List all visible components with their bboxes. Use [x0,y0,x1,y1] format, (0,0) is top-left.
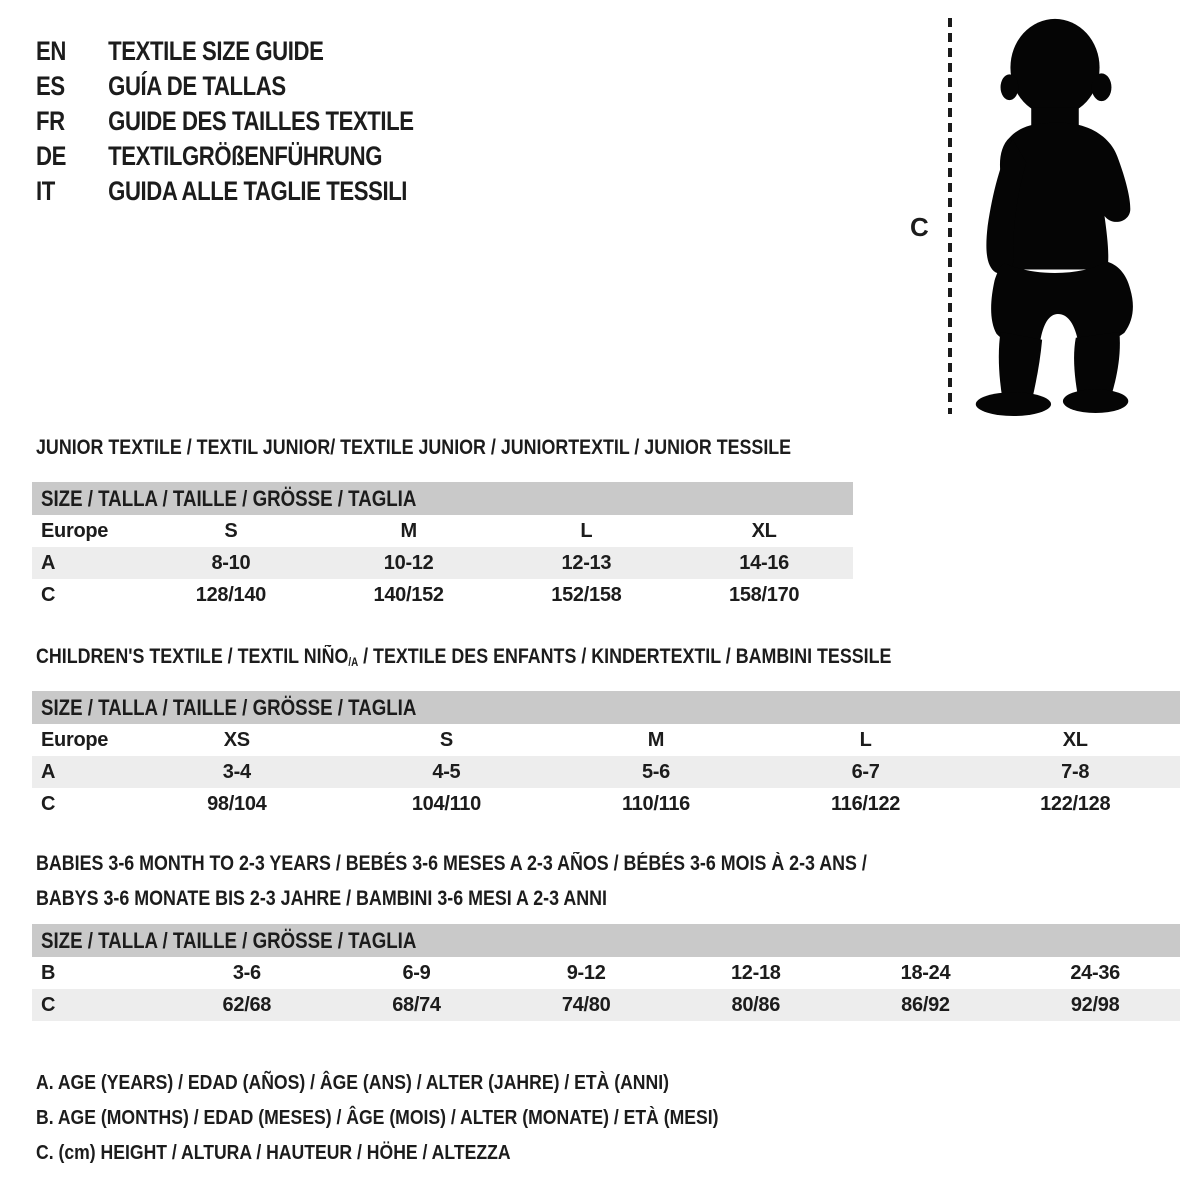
size-cell: L [859,728,872,751]
babies-table-grid [32,957,1180,1021]
size-cell: M [400,519,417,542]
size-header-row [32,924,1180,957]
table-row-months [32,957,1180,989]
table-row-height [32,989,1180,1021]
height-cell: 74/80 [561,993,611,1016]
size-cell: M [647,728,665,751]
months-cell: 3-6 [232,961,261,984]
height-cell: 122/128 [1040,792,1111,815]
age-cell: 7-8 [1061,760,1090,783]
row-label: A [41,760,56,783]
table-row-height [32,579,853,611]
height-cell: 116/122 [831,792,901,815]
children-section-title [36,645,891,672]
babies-section-title-line1: BABIES 3-6 MONTH TO 2-3 YEARS / BEBÉS 3-6 MESES A 2-3 AÑOS / BÉBÉS 3-6 MOIS À 2-3 ANS / [36,852,867,875]
children-title-part1: CHILDREN'S TEXTILE / TEXTIL NIÑO [36,645,349,668]
language-code: FR [36,106,65,136]
size-cell: XL [751,519,777,542]
size-header-label: SIZE / TALLA / TAILLE / GRÖSSE / TAGLIA [41,486,417,511]
row-label: B [41,961,56,984]
size-cell: S [439,728,453,751]
age-cell: 10-12 [383,551,434,574]
size-header-label: SIZE / TALLA / TAILLE / GRÖSSE / TAGLIA [41,928,417,953]
size-cell: L [580,519,593,542]
row-label: A [41,551,56,574]
junior-table-grid [32,515,853,611]
legend-note-b: B. AGE (MONTHS) / EDAD (MESES) / ÂGE (MOIS) / ALTER (MONATE) / ETÀ (MESI) [36,1107,719,1129]
children-table-grid [32,724,1180,820]
language-row-fr [36,104,414,139]
language-title: GUÍA DE TALLAS [108,71,286,101]
age-cell: 14-16 [739,551,789,574]
height-cell: 140/152 [373,583,444,606]
language-title: TEXTILE SIZE GUIDE [108,36,324,66]
height-cell: 158/170 [729,583,800,606]
language-code: ES [36,71,65,101]
table-row-age [32,756,1180,788]
row-label: Europe [41,728,109,751]
size-header-label: SIZE / TALLA / TAILLE / GRÖSSE / TAGLIA [41,695,417,720]
language-code: IT [36,176,55,206]
height-cell: 98/104 [207,792,267,815]
size-header-row [32,691,1180,724]
months-cell: 24-36 [1070,961,1120,984]
height-cell: 62/68 [222,993,272,1016]
height-cell: 92/98 [1070,993,1120,1016]
legend-note-a: A. AGE (YEARS) / EDAD (AÑOS) / ÂGE (ANS) / ALTER (JAHRE) / ETÀ (ANNI) [36,1072,669,1094]
height-measure-label: C [910,212,929,242]
height-cell: 110/116 [621,792,690,815]
size-cell: XL [1062,728,1088,751]
table-row-height [32,788,1180,820]
months-cell: 6-9 [402,961,431,984]
language-row-en [36,34,414,69]
language-title: TEXTILGRÖßENFÜHRUNG [108,141,383,171]
age-cell: 8-10 [211,551,251,574]
height-cell: 152/158 [551,583,622,606]
language-row-de [36,139,414,174]
height-measure-line [946,16,954,416]
months-cell: 18-24 [900,961,951,984]
row-label: C [41,792,56,815]
size-cell: S [224,519,238,542]
size-header-row [32,482,853,515]
language-row-it [36,174,414,209]
size-cell: XS [223,728,250,751]
language-code: DE [36,141,66,171]
children-title-part2: / TEXTILE DES ENFANTS / KINDERTEXTIL / BAMBINI TESSILE [358,645,892,668]
height-cell: 128/140 [195,583,266,606]
language-row-es [36,69,414,104]
age-cell: 4-5 [432,760,461,783]
age-cell: 3-4 [222,760,251,783]
children-size-table [32,691,1180,820]
junior-section-title: JUNIOR TEXTILE / TEXTIL JUNIOR/ TEXTILE JUNIOR / JUNIORTEXTIL / JUNIOR TESSILE [36,436,792,459]
row-label: C [41,583,56,606]
toddler-silhouette-icon [955,12,1155,418]
age-cell: 6-7 [851,760,880,783]
language-title: GUIDE DES TAILLES TEXTILE [108,106,414,136]
row-label: C [41,993,56,1016]
table-row-europe [32,724,1180,756]
age-cell: 5-6 [641,760,670,783]
language-code: EN [36,36,66,66]
height-cell: 68/74 [392,993,441,1016]
language-title-block [36,34,497,209]
language-title: GUIDA ALLE TAGLIE TESSILI [108,176,408,206]
children-title-subscript: /A [348,656,359,669]
legend-note-c: C. (cm) HEIGHT / ALTURA / HAUTEUR / HÖHE / ALTEZZA [36,1142,511,1164]
babies-section-title-line2: BABYS 3-6 MONATE BIS 2-3 JAHRE / BAMBINI 3-6 MESI A 2-3 ANNI [36,887,607,910]
legend-notes [36,1066,812,1171]
babies-size-table [32,924,1180,1021]
row-label: Europe [41,519,109,542]
table-row-europe [32,515,853,547]
height-cell: 80/86 [731,993,781,1016]
months-cell: 9-12 [566,961,606,984]
junior-size-table [32,482,853,611]
height-cell: 86/92 [901,993,950,1016]
months-cell: 12-18 [730,961,781,984]
age-cell: 12-13 [561,551,612,574]
table-row-age [32,547,853,579]
height-cell: 104/110 [411,792,481,815]
